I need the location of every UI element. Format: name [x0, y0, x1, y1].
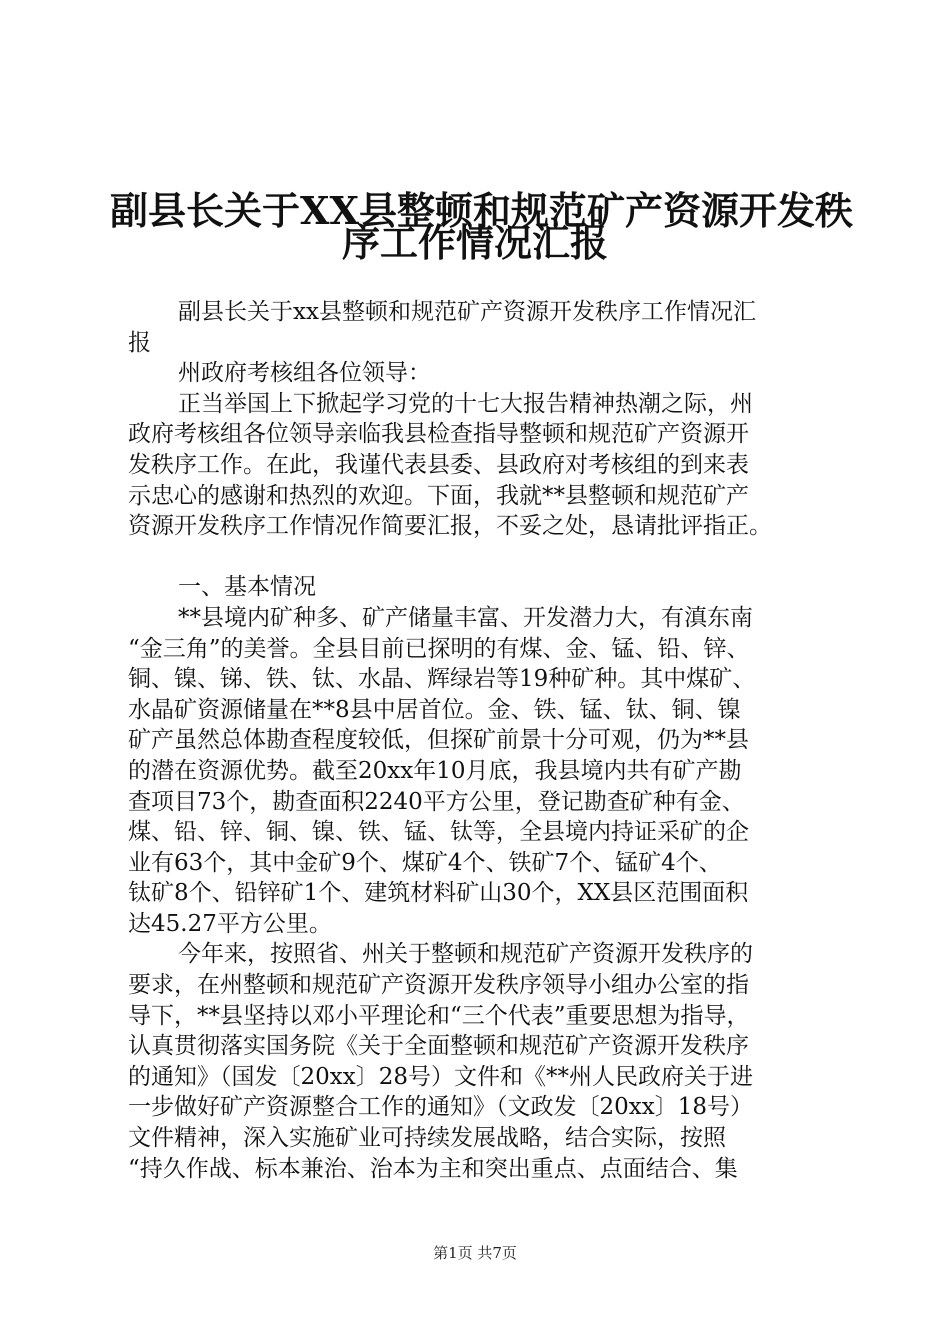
body-line: 达45.27平方公里。	[128, 910, 332, 937]
body-line: 水晶矿资源储量在**8县中居首位。金、铁、锰、钛、铜、镍	[128, 696, 741, 723]
body-line: 政府考核组各位领导亲临我县检查指导整顿和规范矿产资源开	[128, 421, 749, 448]
body-line: 导下，**县坚持以邓小平理论和“三个代表”重要思想为指导，	[128, 1002, 750, 1029]
body-line: 报	[128, 329, 151, 356]
body-line: 的通知》（国发〔20xx〕28号）文件和《**州人民政府关于进	[128, 1063, 753, 1090]
body-line: 州政府考核组各位领导：	[178, 360, 431, 387]
body-line: 正当举国上下掀起学习党的十七大报告精神热潮之际，州	[178, 390, 753, 417]
body-line: 业有63个，其中金矿9个、煤矿4个、铁矿7个、锰矿4个、	[128, 849, 722, 876]
body-line: 副县长关于xx县整顿和规范矿产资源开发秩序工作情况汇	[178, 299, 756, 325]
body-line: 要求，在州整顿和规范矿产资源开发秩序领导小组办公室的指	[128, 972, 749, 999]
body-line: 铜、镍、锑、铁、钛、水晶、辉绿岩等19种矿种。其中煤矿、	[128, 666, 756, 693]
body-line: 示忠心的感谢和热烈的欢迎。下面，我就**县整顿和规范矿产	[128, 482, 749, 509]
document-title-line1: 副县长关于XX县整顿和规范矿产资源开发秩	[110, 188, 853, 233]
body-line: 煤、铅、锌、铜、镍、铁、锰、钛等，全县境内持证采矿的企	[128, 819, 749, 846]
body-line: 钛矿8个、铅锌矿1个、建筑材料矿山30个，XX县区范围面积	[128, 880, 749, 907]
body-line: **县境内矿种多、矿产储量丰富、开发潜力大，有滇东南	[178, 604, 753, 631]
body-line: 今年来，按照省、州关于整顿和规范矿产资源开发秩序的	[178, 941, 753, 968]
body-line: 查项目73个，勘查面积2240平方公里，登记勘查矿种有金、	[128, 788, 745, 815]
body-line: 资源开发秩序工作情况作简要汇报，不妥之处，恳请批评指正。	[128, 513, 772, 540]
document-title-line2: 序工作情况汇报	[341, 220, 608, 265]
body-line: 文件精神，深入实施矿业可持续发展战略，结合实际，按照	[128, 1125, 726, 1152]
body-line: 发秩序工作。在此，我谨代表县委、县政府对考核组的到来表	[128, 451, 749, 478]
body-line: 的潜在资源优势。截至20xx年10月底，我县境内共有矿产勘	[128, 757, 742, 784]
document-body	[128, 297, 850, 1184]
body-line: 矿产虽然总体勘查程度较低，但探矿前景十分可观，仍为**县	[128, 727, 749, 754]
body-line: 认真贯彻落实国务院《关于全面整顿和规范矿产资源开发秩序	[128, 1033, 749, 1060]
body-line	[128, 542, 850, 573]
page-footer: 第1页 共7页	[433, 1244, 517, 1262]
body-line: “金三角”的美誉。全县目前已探明的有煤、金、锰、铅、锌、	[128, 635, 750, 662]
body-line: 一、基本情况	[178, 574, 316, 601]
body-line: “持久作战、标本兼治、治本为主和突出重点、点面结合、集	[128, 1155, 738, 1182]
body-line: 一步做好矿产资源整合工作的通知》（文政发〔20xx〕18号）	[128, 1094, 753, 1121]
